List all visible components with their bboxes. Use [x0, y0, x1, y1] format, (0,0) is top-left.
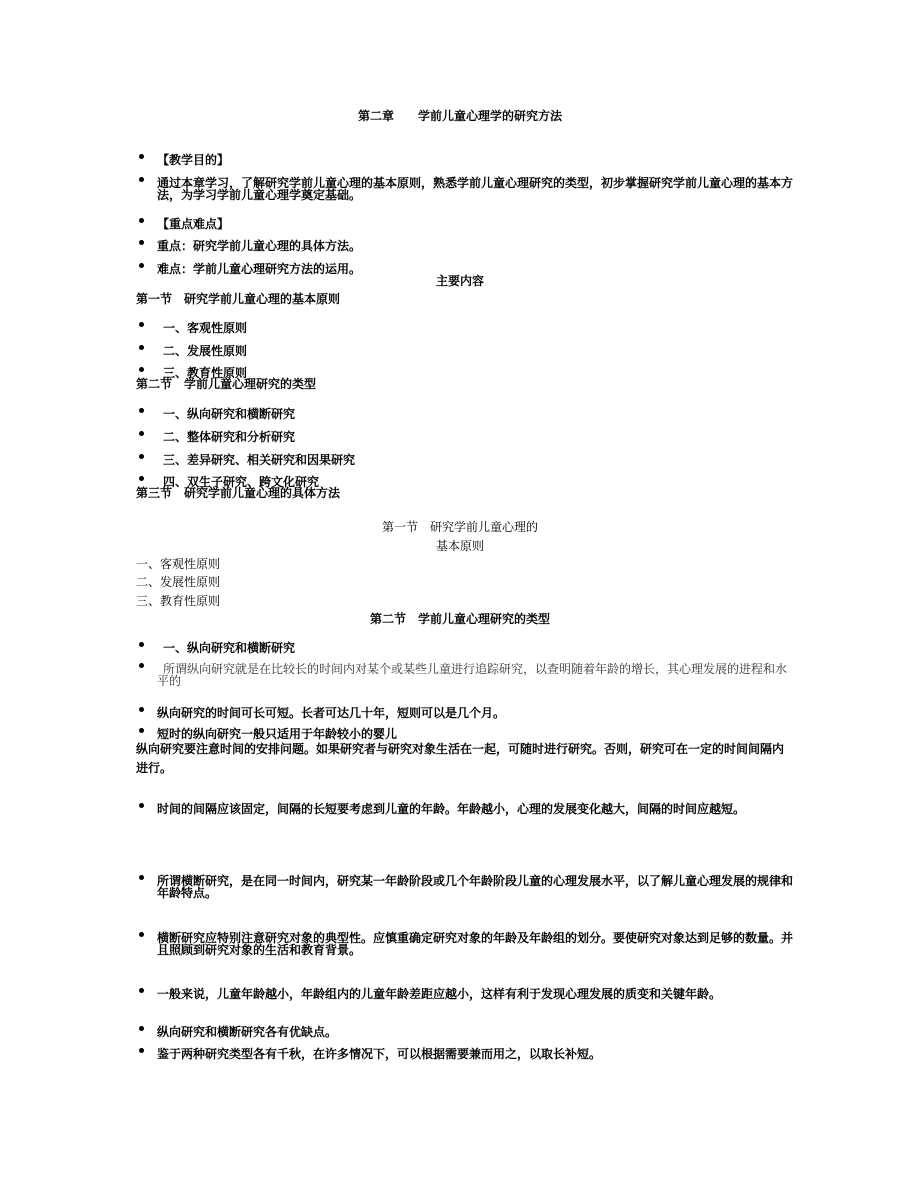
bullet [139, 1026, 144, 1031]
key-heading: 【重点难点】 [157, 217, 230, 231]
paragraph-cross-sectional-definition: 所谓横断研究，是在同一时间内，研究某一年龄阶段或几个年龄阶段儿童的心理发展水平，以了解儿童心理发展的规律和年龄特点。 [157, 874, 794, 900]
bullet [139, 663, 144, 668]
section2-title: 第二节 学前儿童心理研究的类型 [369, 612, 550, 626]
bullet [139, 154, 144, 159]
toc-s2-item: 一、纵向研究和横断研究 [163, 407, 296, 421]
bullet [139, 875, 144, 880]
bullet [139, 728, 144, 733]
bullet [139, 1048, 144, 1053]
paragraph: 纵向研究要注意时间的安排问题。如果研究者与研究对象生活在一起，可随时进行研究。否则，研究可在一定的时间间隔内进行。 [136, 742, 785, 775]
key-point: 重点：研究学前儿童心理的具体方法。 [157, 239, 362, 253]
bullet [139, 932, 144, 937]
section1-title-line2: 基本原则 [435, 539, 484, 553]
bullet [139, 642, 144, 647]
section1-item: 三、教育性原则 [136, 594, 221, 608]
toc-s1-item: 二、发展性原则 [163, 344, 248, 358]
paragraph: 纵向研究和横断研究各有优缺点。 [157, 1025, 338, 1039]
bullet [139, 988, 144, 993]
paragraph-longitudinal-definition: 所谓纵向研究就是在比较长的时间内对某个或某些儿童进行追踪研究，以查明随着年龄的增长，其心理发展的进程和水平的 [157, 662, 788, 688]
bullet [139, 367, 144, 372]
paragraph: 一般来说，儿童年龄越小，年龄组内的儿童年龄差距应越小，这样有利于发现心理发展的质变和关键年龄。 [157, 987, 722, 1001]
toc-s2-item: 二、整体研究和分析研究 [163, 430, 296, 444]
chapter-title: 第二章 学前儿童心理学的研究方法 [357, 109, 562, 123]
goal-text: 通过本章学习，了解研究学前儿童心理的基本原则，熟悉学前儿童心理研究的类型，初步掌握研究学前儿童心理的基本方法，为学习学前儿童心理学奠定基础。 [157, 176, 794, 202]
goal-heading: 【教学目的】 [157, 153, 230, 167]
bullet [139, 322, 144, 327]
toc-s2-item: 三、差异研究、相关研究和因果研究 [163, 453, 356, 467]
toc-s1-item: 三、教育性原则 [163, 366, 248, 380]
toc-s2-item: 四、双生子研究、跨文化研究 [163, 475, 320, 489]
bullet [139, 454, 144, 459]
bullet [139, 408, 144, 413]
toc-s1-item: 一、客观性原则 [163, 321, 248, 335]
bullet [139, 177, 144, 182]
bullet [139, 240, 144, 245]
toc-section-3: 第三节 研究学前儿童心理的具体方法 [136, 486, 341, 500]
paragraph: 纵向研究的时间可长可短。长者可达几十年，短则可以是几个月。 [157, 706, 506, 720]
section1-item: 一、客观性原则 [136, 557, 221, 571]
difficult-point: 难点：学前儿童心理研究方法的运用。 [157, 262, 362, 276]
section1-title: 第一节 研究学前儿童心理的 [381, 520, 538, 534]
paragraph: 横断研究应特别注意研究对象的典型性。应慎重确定研究对象的年龄及年龄组的划分。要使研究对象达到足够的数量。并且照顾到研究对象的生活和教育背景。 [157, 931, 794, 957]
section2-subheading: 一、纵向研究和横断研究 [163, 641, 296, 655]
section1-item: 二、发展性原则 [136, 575, 221, 589]
paragraph: 短时的纵向研究一般只适用于年龄较小的婴儿 [157, 727, 398, 741]
toc-section-2: 第二节 学前儿童心理研究的类型 [136, 377, 317, 391]
bullet [139, 263, 144, 268]
bullet [139, 218, 144, 223]
paragraph: 鉴于两种研究类型各有千秋，在许多情况下，可以根据需要兼而用之，以取长补短。 [157, 1047, 602, 1061]
main-content-heading: 主要内容 [435, 274, 484, 288]
bullet [139, 476, 144, 481]
toc-section-1: 第一节 研究学前儿童心理的基本原则 [136, 292, 341, 306]
bullet [139, 345, 144, 350]
bullet [139, 431, 144, 436]
bullet [139, 707, 144, 712]
bullet [139, 803, 144, 808]
paragraph: 时间的间隔应该固定，间隔的长短要考虑到儿童的年龄。年龄越小，心理的发展变化越大，间隔的时间应越短。 [157, 802, 746, 816]
